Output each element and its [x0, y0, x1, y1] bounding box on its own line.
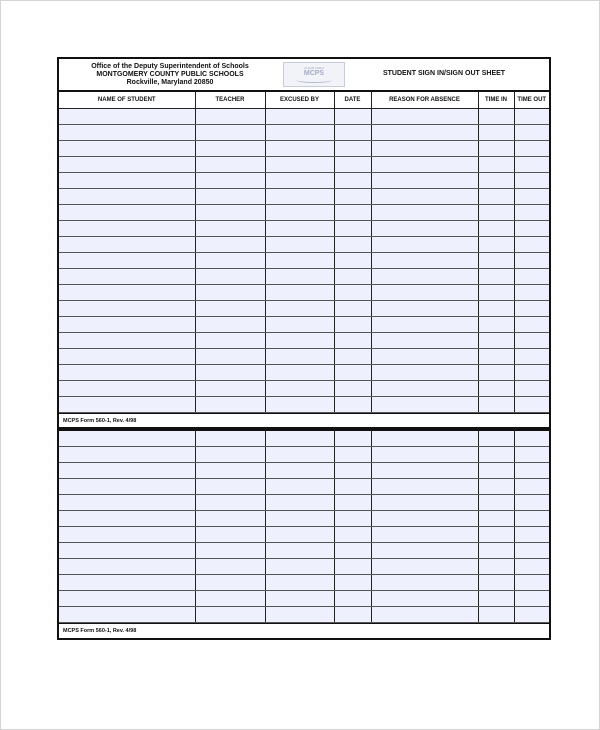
- teacher-field[interactable]: [195, 591, 265, 607]
- time-out-field[interactable]: [514, 543, 549, 559]
- table-row: [59, 317, 549, 333]
- teacher-field[interactable]: [195, 607, 265, 623]
- reason-field[interactable]: [371, 527, 478, 543]
- time-in-field[interactable]: [478, 479, 514, 495]
- time-in-field[interactable]: [478, 397, 514, 413]
- reason-field[interactable]: [371, 397, 478, 413]
- date-field[interactable]: [334, 495, 371, 511]
- time-out-field[interactable]: [514, 205, 549, 221]
- excused-by-field[interactable]: [265, 527, 334, 543]
- time-out-field[interactable]: [514, 431, 549, 447]
- time-out-field[interactable]: [514, 447, 549, 463]
- time-in-field[interactable]: [478, 301, 514, 317]
- date-field[interactable]: [334, 511, 371, 527]
- date-field[interactable]: [334, 559, 371, 575]
- date-field[interactable]: [334, 527, 371, 543]
- form-id-footer: MCPS Form 560-1, Rev. 4/98: [59, 623, 549, 640]
- teacher-field[interactable]: [195, 157, 265, 173]
- reason-field[interactable]: [371, 463, 478, 479]
- sign-in-out-form: [57, 57, 551, 640]
- col-header-time-in: TIME IN: [478, 92, 514, 109]
- time-out-field[interactable]: [514, 463, 549, 479]
- time-in-field[interactable]: [478, 543, 514, 559]
- excused-by-field[interactable]: [265, 495, 334, 511]
- table-row: [59, 543, 549, 559]
- date-field[interactable]: [334, 365, 371, 381]
- name-field[interactable]: [59, 527, 195, 543]
- name-field[interactable]: [59, 189, 195, 205]
- table-row: [59, 575, 549, 591]
- table-row: [59, 141, 549, 157]
- reason-field[interactable]: [371, 317, 478, 333]
- time-in-field[interactable]: [478, 205, 514, 221]
- form-id-footer: MCPS Form 560-1, Rev. 4/98: [59, 413, 549, 430]
- name-field[interactable]: [59, 173, 195, 189]
- reason-field[interactable]: [371, 591, 478, 607]
- table-row: [59, 479, 549, 495]
- time-out-field[interactable]: [514, 189, 549, 205]
- time-out-field[interactable]: [514, 109, 549, 125]
- date-field[interactable]: [334, 381, 371, 397]
- mcps-logo-button[interactable]: [283, 62, 345, 87]
- time-out-field[interactable]: [514, 591, 549, 607]
- time-in-field[interactable]: [478, 125, 514, 141]
- table-row: [59, 463, 549, 479]
- excused-by-field[interactable]: [265, 141, 334, 157]
- name-field[interactable]: [59, 269, 195, 285]
- table-row: [59, 173, 549, 189]
- name-field[interactable]: [59, 205, 195, 221]
- excused-by-field[interactable]: [265, 205, 334, 221]
- excused-by-field[interactable]: [265, 511, 334, 527]
- reason-field[interactable]: [371, 157, 478, 173]
- excused-by-field[interactable]: [265, 431, 334, 447]
- table-row: [59, 365, 549, 381]
- table-row: [59, 559, 549, 575]
- mcps-logo-icon: MCPS: [303, 70, 325, 77]
- time-out-field[interactable]: [514, 157, 549, 173]
- table-row: [59, 253, 549, 269]
- table-row: [59, 237, 549, 253]
- table-row: [59, 109, 549, 125]
- excused-by-field[interactable]: [265, 237, 334, 253]
- name-field[interactable]: [59, 317, 195, 333]
- time-out-field[interactable]: [514, 317, 549, 333]
- teacher-field[interactable]: [195, 237, 265, 253]
- date-field[interactable]: [334, 141, 371, 157]
- excused-by-field[interactable]: [265, 559, 334, 575]
- date-field[interactable]: [334, 479, 371, 495]
- table-row: [59, 527, 549, 543]
- time-in-field[interactable]: [478, 317, 514, 333]
- date-field[interactable]: [334, 189, 371, 205]
- excused-by-field[interactable]: [265, 607, 334, 623]
- time-out-field[interactable]: [514, 479, 549, 495]
- teacher-field[interactable]: [195, 463, 265, 479]
- name-field[interactable]: [59, 125, 195, 141]
- excused-by-field[interactable]: [265, 349, 334, 365]
- col-header-date: DATE: [334, 92, 371, 109]
- time-out-field[interactable]: [514, 607, 549, 623]
- time-in-field[interactable]: [478, 527, 514, 543]
- name-field[interactable]: [59, 431, 195, 447]
- teacher-field[interactable]: [195, 141, 265, 157]
- teacher-field[interactable]: [195, 221, 265, 237]
- sign-in-table-section-2: [59, 430, 549, 623]
- excused-by-field[interactable]: [265, 397, 334, 413]
- teacher-field[interactable]: [195, 527, 265, 543]
- teacher-field[interactable]: [195, 479, 265, 495]
- date-field[interactable]: [334, 575, 371, 591]
- reason-field[interactable]: [371, 479, 478, 495]
- reason-field[interactable]: [371, 381, 478, 397]
- reason-field[interactable]: [371, 575, 478, 591]
- time-out-field[interactable]: [514, 269, 549, 285]
- time-out-field[interactable]: [514, 559, 549, 575]
- name-field[interactable]: [59, 237, 195, 253]
- name-field[interactable]: [59, 479, 195, 495]
- reason-field[interactable]: [371, 237, 478, 253]
- time-in-field[interactable]: [478, 381, 514, 397]
- col-header-excused-by: EXCUSED BY: [265, 92, 334, 109]
- date-field[interactable]: [334, 125, 371, 141]
- teacher-field[interactable]: [195, 543, 265, 559]
- name-field[interactable]: [59, 349, 195, 365]
- teacher-field[interactable]: [195, 365, 265, 381]
- name-field[interactable]: [59, 447, 195, 463]
- date-field[interactable]: [334, 269, 371, 285]
- date-field[interactable]: [334, 431, 371, 447]
- table-row: [59, 431, 549, 447]
- date-field[interactable]: [334, 543, 371, 559]
- reason-field[interactable]: [371, 447, 478, 463]
- time-in-field[interactable]: [478, 285, 514, 301]
- col-header-name: NAME OF STUDENT: [59, 92, 195, 109]
- excused-by-field[interactable]: [265, 381, 334, 397]
- reason-field[interactable]: [371, 141, 478, 157]
- date-field[interactable]: [334, 591, 371, 607]
- reason-field[interactable]: [371, 205, 478, 221]
- date-field[interactable]: [334, 447, 371, 463]
- org-address: Rockville, Maryland 20850: [126, 79, 214, 86]
- time-out-field[interactable]: [514, 173, 549, 189]
- excused-by-field[interactable]: [265, 109, 334, 125]
- date-field[interactable]: [334, 397, 371, 413]
- date-field[interactable]: [334, 301, 371, 317]
- excused-by-field[interactable]: [265, 285, 334, 301]
- time-in-field[interactable]: [478, 495, 514, 511]
- reason-field[interactable]: [371, 221, 478, 237]
- excused-by-field[interactable]: [265, 157, 334, 173]
- date-field[interactable]: [334, 607, 371, 623]
- org-office: Office of the Deputy Superintendent of Schools: [91, 63, 249, 70]
- table-row: [59, 285, 549, 301]
- teacher-field[interactable]: [195, 431, 265, 447]
- teacher-field[interactable]: [195, 333, 265, 349]
- date-field[interactable]: [334, 109, 371, 125]
- teacher-field[interactable]: [195, 125, 265, 141]
- teacher-field[interactable]: [195, 381, 265, 397]
- teacher-field[interactable]: [195, 205, 265, 221]
- name-field[interactable]: [59, 285, 195, 301]
- date-field[interactable]: [334, 157, 371, 173]
- table-row: [59, 591, 549, 607]
- name-field[interactable]: [59, 591, 195, 607]
- name-field[interactable]: [59, 365, 195, 381]
- teacher-field[interactable]: [195, 269, 265, 285]
- teacher-field[interactable]: [195, 109, 265, 125]
- table-row: [59, 511, 549, 527]
- time-in-field[interactable]: [478, 189, 514, 205]
- table-row: [59, 381, 549, 397]
- time-in-field[interactable]: [478, 173, 514, 189]
- clear-form-label: CLEAR FORM: [304, 66, 324, 70]
- name-field[interactable]: [59, 463, 195, 479]
- name-field[interactable]: [59, 607, 195, 623]
- reason-field[interactable]: [371, 559, 478, 575]
- reason-field[interactable]: [371, 173, 478, 189]
- excused-by-field[interactable]: [265, 543, 334, 559]
- time-out-field[interactable]: [514, 285, 549, 301]
- table-row: [59, 397, 549, 413]
- teacher-field[interactable]: [195, 495, 265, 511]
- time-in-field[interactable]: [478, 607, 514, 623]
- date-field[interactable]: [334, 285, 371, 301]
- time-in-field[interactable]: [478, 575, 514, 591]
- time-in-field[interactable]: [478, 221, 514, 237]
- col-header-teacher: TEACHER: [195, 92, 265, 109]
- reason-field[interactable]: [371, 365, 478, 381]
- excused-by-field[interactable]: [265, 333, 334, 349]
- date-field[interactable]: [334, 317, 371, 333]
- form-title-block: [59, 59, 549, 92]
- time-out-field[interactable]: [514, 495, 549, 511]
- table-row: [59, 157, 549, 173]
- excused-by-field[interactable]: [265, 479, 334, 495]
- col-header-reason: REASON FOR ABSENCE: [371, 92, 478, 109]
- time-out-field[interactable]: [514, 575, 549, 591]
- name-field[interactable]: [59, 397, 195, 413]
- reason-field[interactable]: [371, 301, 478, 317]
- time-out-field[interactable]: [514, 221, 549, 237]
- name-field[interactable]: [59, 109, 195, 125]
- table-header-row: [59, 92, 549, 109]
- time-in-field[interactable]: [478, 511, 514, 527]
- excused-by-field[interactable]: [265, 301, 334, 317]
- reason-field[interactable]: [371, 109, 478, 125]
- reason-field[interactable]: [371, 607, 478, 623]
- excused-by-field[interactable]: [265, 447, 334, 463]
- name-field[interactable]: [59, 543, 195, 559]
- name-field[interactable]: [59, 575, 195, 591]
- excused-by-field[interactable]: [265, 253, 334, 269]
- time-in-field[interactable]: [478, 463, 514, 479]
- name-field[interactable]: [59, 301, 195, 317]
- col-header-time-out: TIME OUT: [514, 92, 549, 109]
- date-field[interactable]: [334, 253, 371, 269]
- date-field[interactable]: [334, 237, 371, 253]
- time-out-field[interactable]: [514, 141, 549, 157]
- table-row: [59, 607, 549, 623]
- sheet-title: STUDENT SIGN IN/SIGN OUT SHEET: [382, 70, 506, 77]
- time-in-field[interactable]: [478, 431, 514, 447]
- time-in-field[interactable]: [478, 269, 514, 285]
- time-out-field[interactable]: [514, 237, 549, 253]
- name-field[interactable]: [59, 157, 195, 173]
- table-row: [59, 205, 549, 221]
- time-in-field[interactable]: [478, 333, 514, 349]
- time-out-field[interactable]: [514, 365, 549, 381]
- date-field[interactable]: [334, 221, 371, 237]
- time-out-field[interactable]: [514, 301, 549, 317]
- teacher-field[interactable]: [195, 349, 265, 365]
- time-in-field[interactable]: [478, 591, 514, 607]
- reason-field[interactable]: [371, 253, 478, 269]
- name-field[interactable]: [59, 559, 195, 575]
- time-out-field[interactable]: [514, 333, 549, 349]
- teacher-field[interactable]: [195, 511, 265, 527]
- reason-field[interactable]: [371, 269, 478, 285]
- teacher-field[interactable]: [195, 447, 265, 463]
- teacher-field[interactable]: [195, 173, 265, 189]
- date-field[interactable]: [334, 349, 371, 365]
- organization-info: [59, 63, 281, 87]
- reason-field[interactable]: [371, 285, 478, 301]
- time-in-field[interactable]: [478, 109, 514, 125]
- reason-field[interactable]: [371, 431, 478, 447]
- excused-by-field[interactable]: [265, 221, 334, 237]
- teacher-field[interactable]: [195, 285, 265, 301]
- excused-by-field[interactable]: [265, 173, 334, 189]
- time-out-field[interactable]: [514, 125, 549, 141]
- table-row: [59, 333, 549, 349]
- time-in-field[interactable]: [478, 237, 514, 253]
- table-row: [59, 221, 549, 237]
- reason-field[interactable]: [371, 349, 478, 365]
- date-field[interactable]: [334, 463, 371, 479]
- time-in-field[interactable]: [478, 253, 514, 269]
- time-out-field[interactable]: [514, 349, 549, 365]
- sign-in-table-section-1: [59, 92, 549, 413]
- table-row: [59, 349, 549, 365]
- time-out-field[interactable]: [514, 253, 549, 269]
- time-in-field[interactable]: [478, 349, 514, 365]
- time-out-field[interactable]: [514, 527, 549, 543]
- teacher-field[interactable]: [195, 189, 265, 205]
- excused-by-field[interactable]: [265, 189, 334, 205]
- excused-by-field[interactable]: [265, 269, 334, 285]
- time-out-field[interactable]: [514, 397, 549, 413]
- excused-by-field[interactable]: [265, 463, 334, 479]
- table-row: [59, 301, 549, 317]
- excused-by-field[interactable]: [265, 365, 334, 381]
- teacher-field[interactable]: [195, 253, 265, 269]
- reason-field[interactable]: [371, 125, 478, 141]
- excused-by-field[interactable]: [265, 591, 334, 607]
- time-in-field[interactable]: [478, 559, 514, 575]
- table-row: [59, 125, 549, 141]
- date-field[interactable]: [334, 173, 371, 189]
- logo-swoosh-icon: [296, 77, 332, 83]
- teacher-field[interactable]: [195, 397, 265, 413]
- time-in-field[interactable]: [478, 141, 514, 157]
- reason-field[interactable]: [371, 495, 478, 511]
- excused-by-field[interactable]: [265, 317, 334, 333]
- name-field[interactable]: [59, 221, 195, 237]
- time-out-field[interactable]: [514, 511, 549, 527]
- table-row: [59, 189, 549, 205]
- time-out-field[interactable]: [514, 381, 549, 397]
- date-field[interactable]: [334, 333, 371, 349]
- teacher-field[interactable]: [195, 317, 265, 333]
- name-field[interactable]: [59, 511, 195, 527]
- table-row: [59, 495, 549, 511]
- teacher-field[interactable]: [195, 575, 265, 591]
- teacher-field[interactable]: [195, 301, 265, 317]
- table-row: [59, 447, 549, 463]
- time-in-field[interactable]: [478, 447, 514, 463]
- time-in-field[interactable]: [478, 157, 514, 173]
- excused-by-field[interactable]: [265, 575, 334, 591]
- name-field[interactable]: [59, 333, 195, 349]
- reason-field[interactable]: [371, 511, 478, 527]
- name-field[interactable]: [59, 253, 195, 269]
- reason-field[interactable]: [371, 543, 478, 559]
- time-in-field[interactable]: [478, 365, 514, 381]
- excused-by-field[interactable]: [265, 125, 334, 141]
- date-field[interactable]: [334, 205, 371, 221]
- reason-field[interactable]: [371, 189, 478, 205]
- name-field[interactable]: [59, 495, 195, 511]
- org-name: MONTGOMERY COUNTY PUBLIC SCHOOLS: [96, 71, 244, 78]
- name-field[interactable]: [59, 381, 195, 397]
- reason-field[interactable]: [371, 333, 478, 349]
- table-row: [59, 269, 549, 285]
- name-field[interactable]: [59, 141, 195, 157]
- teacher-field[interactable]: [195, 559, 265, 575]
